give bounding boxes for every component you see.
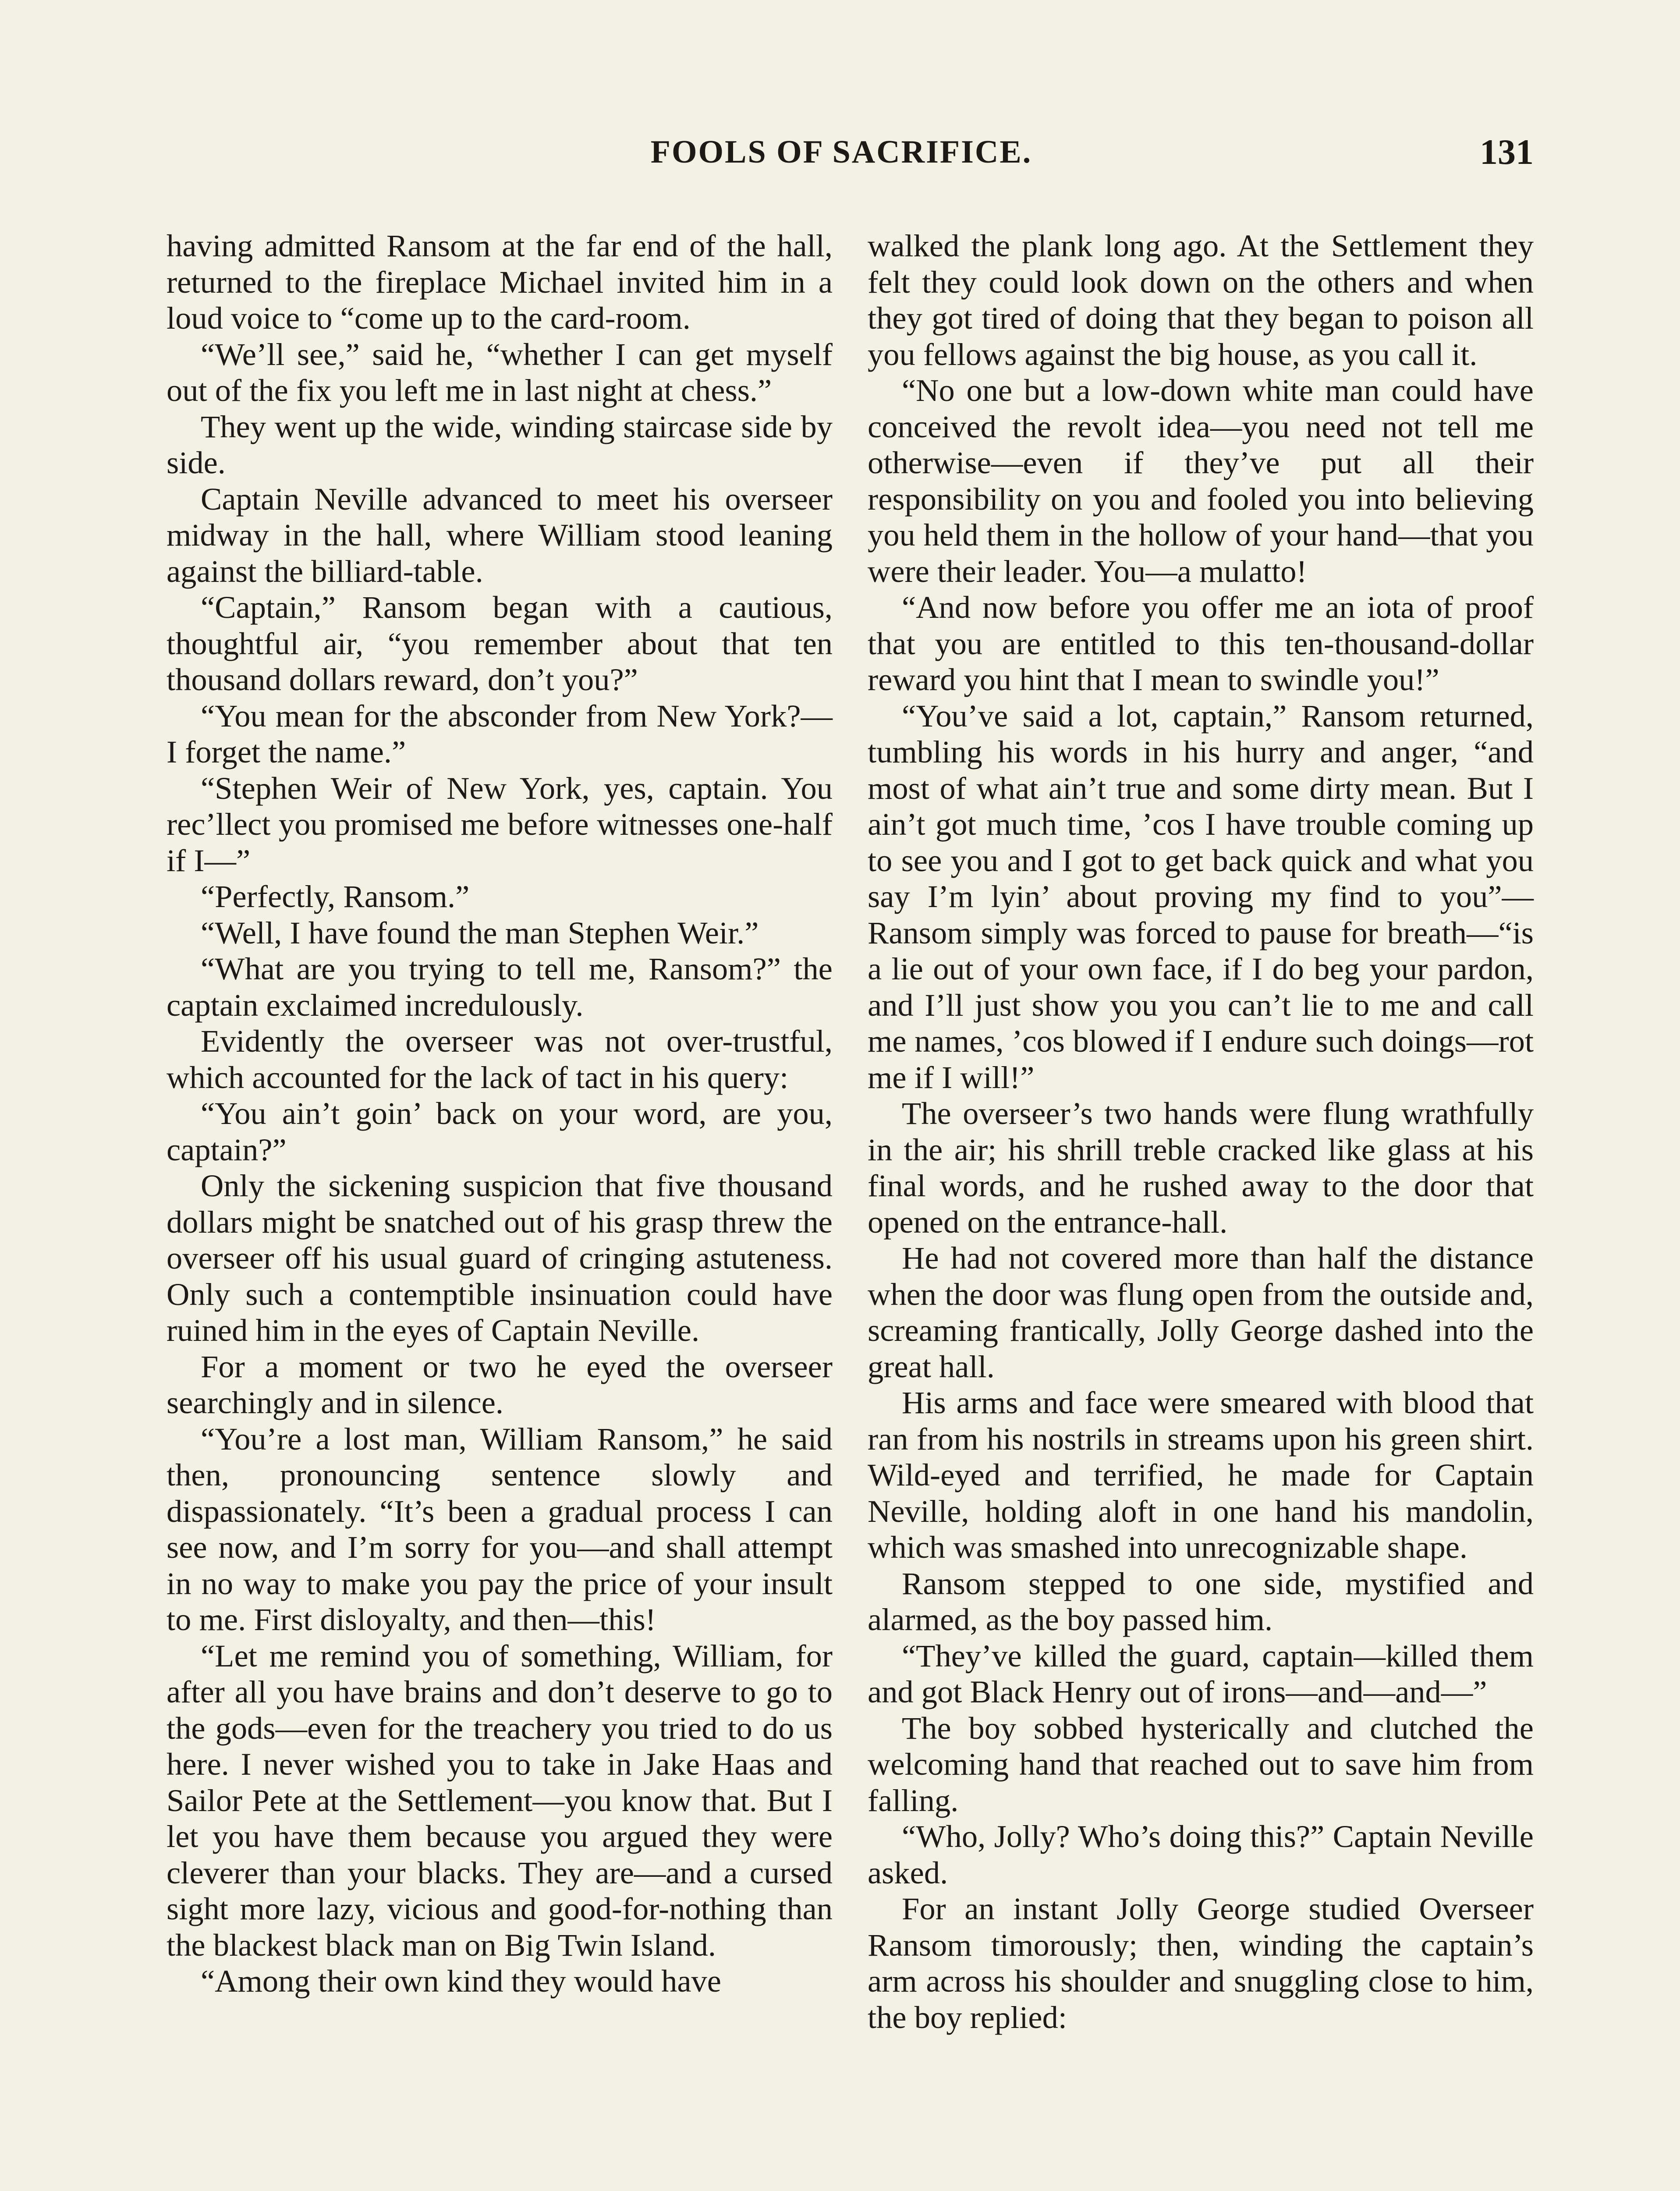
paragraph: “Among their own kind they would have [201, 1963, 721, 1999]
paragraph: For a moment or two he eyed the overseer searchingly and in silence. [167, 1348, 833, 1420]
paragraph: “You’re a lost man, William Ransom,” he said then, pronouncing sentence slowly and dispassionately. “It’s been a gradual process I can see now, and I’m sorry for you—and shall attempt in no way to make you pay the price of your insult to me. First disloyalty, and then—this! [167, 1421, 833, 1637]
paragraph: “Well, I have found the man Stephen Weir.” [201, 915, 759, 950]
paragraph: “Let me remind you of something, William, for after all you have brains and don’t deserve to go to the gods—even for the treachery you tried to do us here. I never wished you to take in Jake Haas and Sailor Pete at the Settlement—you know that. But I let you have them because you argued they were cleverer than your blacks. They are—and a cursed sight more lazy, vicious and good-for-nothing than the blackest black man on Big Twin Island. [167, 1638, 833, 1963]
paragraph: “They’ve killed the guard, captain—killed them and got Black Henry out of irons—and—and—” [868, 1638, 1534, 1709]
paragraph: Only the sickening suspicion that five thousand dollars might be snatched out of his grasp threw the overseer off his usual guard of cringing astuteness. Only such a contemptible insinuation could have ruined him in the eyes of Captain Neville. [167, 1168, 833, 1348]
paragraph: They went up the wide, winding staircase side by side. [167, 408, 833, 480]
paragraph: Ransom stepped to one side, mystified and alarmed, as the boy passed him. [868, 1565, 1534, 1637]
paragraph: “You ain’t goin’ back on your word, are you, captain?” [167, 1096, 833, 1167]
paragraph: “No one but a low-down white man could have conceived the revolt idea—you need not tell me otherwise—even if they’ve put all their responsibility on you and fooled you into believing you held them in the hollow of your hand—that you were their leader. You—a mulatto! [868, 372, 1534, 589]
paragraph: having admitted Ransom at the far end of the hall, returned to the fireplace Michael invited him in a loud voice to “come up to the card-room. [167, 228, 833, 336]
paragraph: “And now before you offer me an iota of proof that you are entitled to this ten-thousand-dollar reward you hint that I mean to swindle you!” [868, 589, 1534, 697]
right-text-column [868, 228, 1534, 2035]
paragraph: “You mean for the absconder from New York?—I forget the name.” [167, 698, 833, 769]
left-text-column [167, 228, 833, 2000]
paragraph: Evidently the overseer was not over-trustful, which accounted for the lack of tact in his query: [167, 1023, 833, 1095]
paragraph: His arms and face were smeared with blood that ran from his nostrils in streams upon his green shirt. Wild-eyed and terrified, he made for Captain Neville, holding aloft in one hand his mandolin, which was smashed into unrecognizable shape. [868, 1385, 1534, 1565]
paragraph: “Who, Jolly? Who’s doing this?” Captain Neville asked. [868, 1819, 1534, 1890]
paragraph: “Perfectly, Ransom.” [201, 879, 470, 914]
page-number: 131 [1480, 132, 1534, 172]
running-header-title: FOOLS OF SACRIFICE. [650, 134, 1032, 170]
paragraph: “Captain,” Ransom began with a cautious, thoughtful air, “you remember about that ten thousand dollars reward, don’t you?” [167, 589, 833, 697]
paragraph: walked the plank long ago. At the Settlement they felt they could look down on the others and when they got tired of doing that they began to poison all you fellows against the big house, as you call it. [868, 228, 1534, 372]
paragraph: Captain Neville advanced to meet his overseer midway in the hall, where William stood leaning against the billiard-table. [167, 481, 833, 589]
paragraph: He had not covered more than half the distance when the door was flung open from the outside and, screaming frantically, Jolly George dashed into the great hall. [868, 1240, 1534, 1384]
paragraph: The boy sobbed hysterically and clutched the welcoming hand that reached out to save him from falling. [868, 1710, 1534, 1818]
paragraph: “What are you trying to tell me, Ransom?” the captain exclaimed incredulously. [167, 951, 833, 1023]
paragraph: “You’ve said a lot, captain,” Ransom returned, tumbling his words in his hurry and anger, “and most of what ain’t true and some dirty mean. But I ain’t got much time, ’cos I have trouble coming up to see you and I got to get back quick and what you say I’m lyin’ about proving my find to you”—Ransom simply was forced to pause for breath—“is a lie out of your own face, if I do beg your pardon, and I’ll just show you you can’t lie to me and call me names, ’cos blowed if I endure such doings—rot me if I will!” [868, 698, 1534, 1095]
paragraph: For an instant Jolly George studied Overseer Ransom timorously; then, winding the captain’s arm across his shoulder and snuggling close to him, the boy replied: [868, 1891, 1534, 2035]
paragraph: “Stephen Weir of New York, yes, captain. You rec’llect you promised me before witnesses one-half if I—” [167, 770, 833, 878]
paragraph: “We’ll see,” said he, “whether I can get myself out of the fix you left me in last night at chess.” [167, 336, 833, 408]
paragraph: The overseer’s two hands were flung wrathfully in the air; his shrill treble cracked like glass at his final words, and he rushed away to the door that opened on the entrance-hall. [868, 1096, 1534, 1240]
